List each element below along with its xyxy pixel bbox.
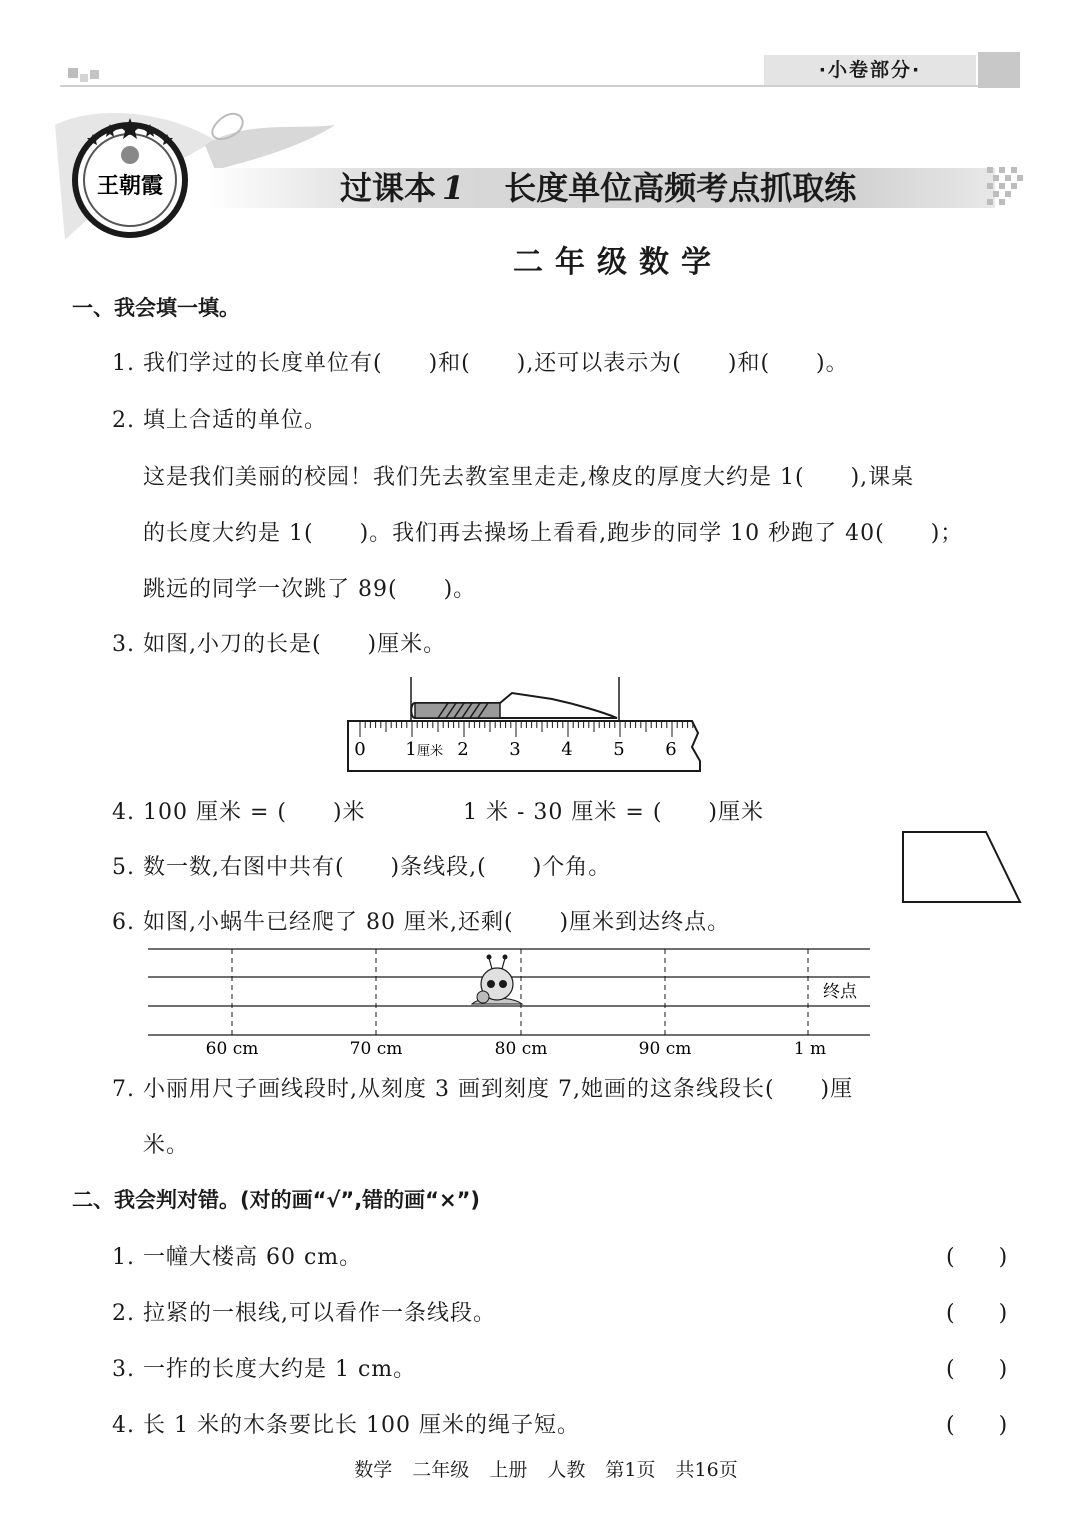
logo-ribbon	[205, 125, 335, 170]
page-subtitle: 二年级数学	[513, 245, 723, 280]
question-3: 3. 如图,小刀的长是( )厘米。	[112, 632, 447, 657]
title-number: 1	[442, 169, 465, 207]
judge-item: 4. 长 1 米的木条要比长 100 厘米的绳子短。	[112, 1413, 580, 1438]
ruler-label: 5	[613, 739, 625, 760]
logo-text: 王朝霞	[96, 173, 164, 199]
judge-answer-box[interactable]: ( )	[946, 1413, 1008, 1438]
section1-heading: 一、我会填一填。	[72, 296, 240, 320]
judge-answer-box[interactable]: ( )	[946, 1301, 1008, 1326]
title-prefix: 过课本	[340, 169, 437, 207]
corner-deco	[80, 74, 88, 82]
judge-item: 2. 拉紧的一根线,可以看作一条线段。	[112, 1301, 496, 1326]
question-4a: 4. 100 厘米 = ( )米	[112, 800, 366, 825]
ruler-body	[348, 721, 700, 771]
ruler-label: 1	[405, 739, 417, 760]
ruler-unit: 厘米	[416, 744, 444, 759]
section2-heading: 二、我会判对错。(对的画“√”,错的画“×”)	[72, 1188, 480, 1212]
title-main: 长度单位高频考点抓取练	[504, 169, 857, 207]
judge-item: 3. 一拃的长度大约是 1 cm。	[112, 1357, 417, 1382]
page-footer: 数学 二年级 上册 人教 第1页 共16页	[354, 1459, 738, 1481]
ruler-label: 2	[457, 739, 469, 760]
question-2-line2: 的长度大约是 1( )。我们再去操场上看看,跑步的同学 10 秒跑了 40( )；	[143, 521, 964, 546]
track-markers	[232, 949, 808, 1035]
judge-answer-box[interactable]: ( )	[946, 1357, 1008, 1382]
question-1: 1. 我们学过的长度单位有( )和( ),还可以表示为( )和( )。	[112, 351, 849, 376]
track-label: 70 cm	[349, 1039, 403, 1059]
ruler-label: 0	[354, 739, 366, 760]
ruler-label: 6	[665, 739, 677, 760]
ruler-label: 4	[561, 739, 573, 760]
trapezoid-figure	[898, 826, 1028, 908]
corner-deco	[68, 68, 78, 78]
track-label: 90 cm	[638, 1039, 692, 1059]
logo-portrait	[121, 146, 139, 164]
snail-icon	[472, 955, 522, 1005]
title-dots	[985, 165, 1025, 211]
knife-icon	[411, 693, 617, 718]
question-2-line3: 跳远的同学一次跳了 89( )。	[143, 577, 477, 602]
judge-item: 1. 一幢大楼高 60 cm。	[112, 1245, 363, 1270]
header-rule	[60, 85, 1020, 87]
track-labels	[206, 1039, 827, 1059]
ruler-label: 3	[509, 739, 521, 760]
snail-track-figure	[140, 940, 880, 1065]
trapezoid-shape	[903, 832, 1020, 902]
question-7-line1: 7. 小丽用尺子画线段时,从刻度 3 画到刻度 7,她画的这条线段长( )厘	[112, 1077, 854, 1102]
track-label: 1 m	[793, 1039, 827, 1059]
question-7-line2: 米。	[143, 1133, 190, 1158]
track-label: 80 cm	[494, 1039, 548, 1059]
question-2-line1: 这是我们美丽的校园！我们先去教室里走走,橡皮的厚度大约是 1( ),课桌	[143, 465, 915, 490]
question-6: 6. 如图,小蜗牛已经爬了 80 厘米,还剩( )厘米到达终点。	[112, 910, 731, 935]
track-end-label: 终点	[823, 982, 857, 1002]
page-title	[340, 163, 856, 209]
ruler-figure	[340, 675, 710, 775]
question-4b: 1 米 - 30 厘米 = ( )厘米	[463, 800, 764, 825]
badge-tab	[978, 52, 1020, 88]
track-label: 60 cm	[205, 1039, 259, 1059]
corner-deco	[90, 70, 99, 79]
section-badge: ·小卷部分·	[764, 55, 976, 85]
judge-answer-box[interactable]: ( )	[946, 1245, 1008, 1270]
question-2-title: 2. 填上合适的单位。	[112, 408, 327, 433]
question-5: 5. 数一数,右图中共有( )条线段,( )个角。	[112, 855, 612, 880]
